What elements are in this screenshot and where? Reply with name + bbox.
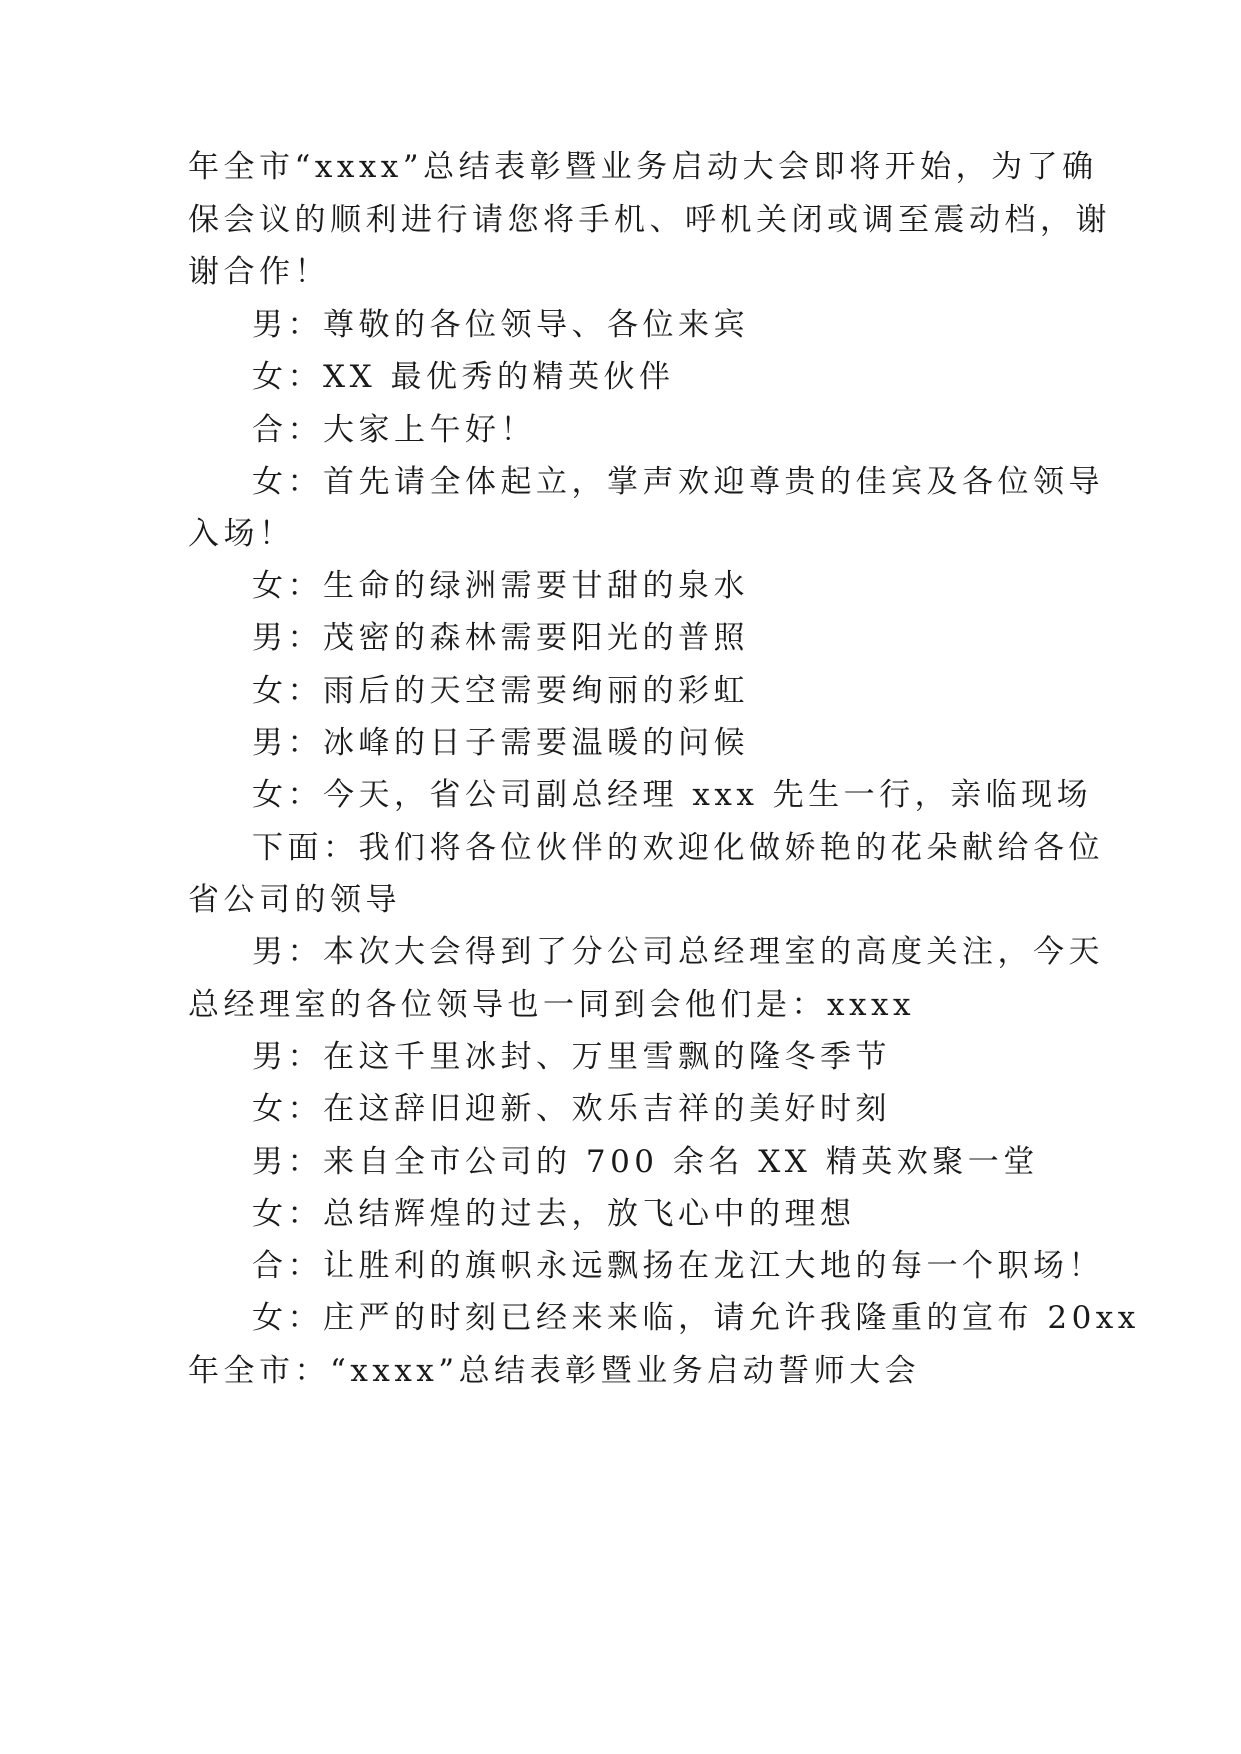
dialogue-line: 男：冰峰的日子需要温暖的问候 (252, 725, 749, 761)
dialogue-line: 女：雨后的天空需要绚丽的彩虹 (252, 673, 749, 709)
paragraph-line: 总经理室的各位领导也一同到会他们是：xxxx (188, 987, 915, 1023)
dialogue-line: 合：大家上午好！ (252, 412, 536, 448)
dialogue-line: 女：今天，省公司副总经理 xxx 先生一行，亲临现场 (252, 777, 1093, 813)
paragraph-line: 入场！ (188, 516, 295, 552)
paragraph-line: 省公司的领导 (188, 882, 401, 918)
paragraph-line: 保会议的顺利进行请您将手机、呼机关闭或调至震动档，谢 (188, 202, 1111, 238)
dialogue-line: 女：首先请全体起立，掌声欢迎尊贵的佳宾及各位领导 (252, 464, 1104, 500)
dialogue-line: 女：在这辞旧迎新、欢乐吉祥的美好时刻 (252, 1091, 891, 1127)
paragraph-line: 年全市“xxxx”总结表彰暨业务启动大会即将开始，为了确 (188, 149, 1098, 185)
dialogue-line: 女：庄严的时刻已经来来临，请允许我隆重的宣布 20xx (252, 1300, 1140, 1336)
dialogue-line: 女：总结辉煌的过去，放飞心中的理想 (252, 1196, 856, 1232)
dialogue-line: 男：来自全市公司的 700 余名 XX 精英欢聚一堂 (252, 1144, 1039, 1180)
dialogue-line: 男：本次大会得到了分公司总经理室的高度关注，今天 (252, 934, 1104, 970)
dialogue-line: 女：生命的绿洲需要甘甜的泉水 (252, 568, 749, 604)
dialogue-line: 男：在这千里冰封、万里雪飘的隆冬季节 (252, 1039, 891, 1075)
dialogue-line: 下面：我们将各位伙伴的欢迎化做娇艳的花朵献给各位 (252, 830, 1104, 866)
dialogue-line: 男：茂密的森林需要阳光的普照 (252, 620, 749, 656)
dialogue-line: 男：尊敬的各位领导、各位来宾 (252, 307, 749, 343)
dialogue-line: 合：让胜利的旗帜永远飘扬在龙江大地的每一个职场！ (252, 1248, 1104, 1284)
paragraph-line: 谢合作！ (188, 254, 330, 290)
dialogue-line: 女：XX 最优秀的精英伙伴 (252, 359, 675, 395)
paragraph-line: 年全市：“xxxx”总结表彰暨业务启动誓师大会 (188, 1353, 921, 1389)
